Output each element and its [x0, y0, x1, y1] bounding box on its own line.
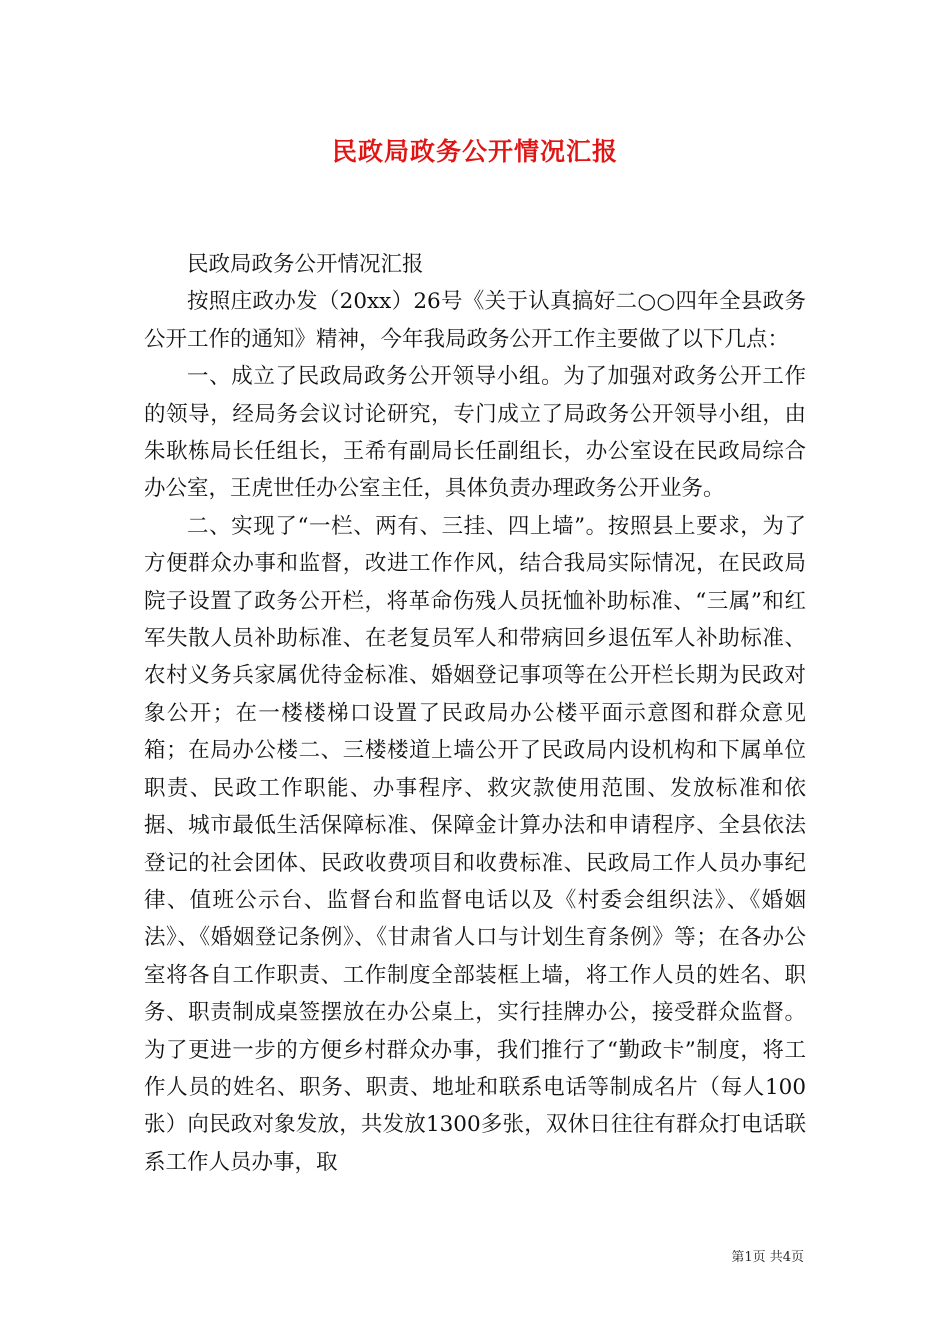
paragraph-public-display: 二、实现了“一栏、两有、三挂、四上墙”。按照县上要求，为了方便群众办事和监督，改进工作作风，结合我局实际情况，在民政局院子设置了政务公开栏，将革命伤残人员抚恤补助标准、“三属”和红军失散人员补助标准、在老复员军人和带病回乡退伍军人补助标准、农村义务兵家属优待金标准、婚姻登记事项等在公开栏长期为民政对象公开；在一楼楼梯口设置了民政局办公楼平面示意图和群众意见箱；在局办公楼二、三楼楼道上墙公开了民政局内设机构和下属单位职责、民政工作职能、办事程序、救灾款使用范围、发放标准和依据、城市最低生活保障标准、保障金计算办法和申请程序、全县依法登记的社会团体、民政收费项目和收费标准、民政局工作人员办事纪律、值班公示台、监督台和监督电话以及《村委会组织法》、《婚姻法》、《婚姻登记条例》、《甘肃省人口与计划生育条例》等；在各办公室将各自工作职责、工作制度全部装框上墙，将工作人员的姓名、职务、职责制成桌签摆放在办公桌上，实行挂牌办公，接受群众监督。为了更进一步的方便乡村群众办事，我们推行了“勤政卡”制度，将工作人员的姓名、职务、职责、地址和联系电话等制成名片（每人100张）向民政对象发放，共发放1300多张，双休日往往有群众打电话联系工作人员办事，取: [144, 513, 806, 1175]
paragraph-intro: 按照庄政办发（20xx）26号《关于认真搞好二○○四年全县政务公开工作的通知》精神，今年我局政务公开工作主要做了以下几点：: [144, 289, 806, 352]
document-title: 民政局政务公开情况汇报: [331, 137, 618, 166]
paragraph-leading-group: 一、成立了民政局政务公开领导小组。为了加强对政务公开工作的领导，经局务会议讨论研究，专门成立了局政务公开领导小组，由朱耿栋局长任组长，王希有副局长任副组长，办公室设在民政局综合办公室，王虎世任办公室主任，具体负责办理政务公开业务。: [144, 364, 806, 502]
document-body: [144, 246, 806, 1181]
page-number: 第1页 共4页: [731, 1250, 804, 1265]
paragraph-heading-repeat: 民政局政务公开情况汇报: [187, 252, 424, 277]
